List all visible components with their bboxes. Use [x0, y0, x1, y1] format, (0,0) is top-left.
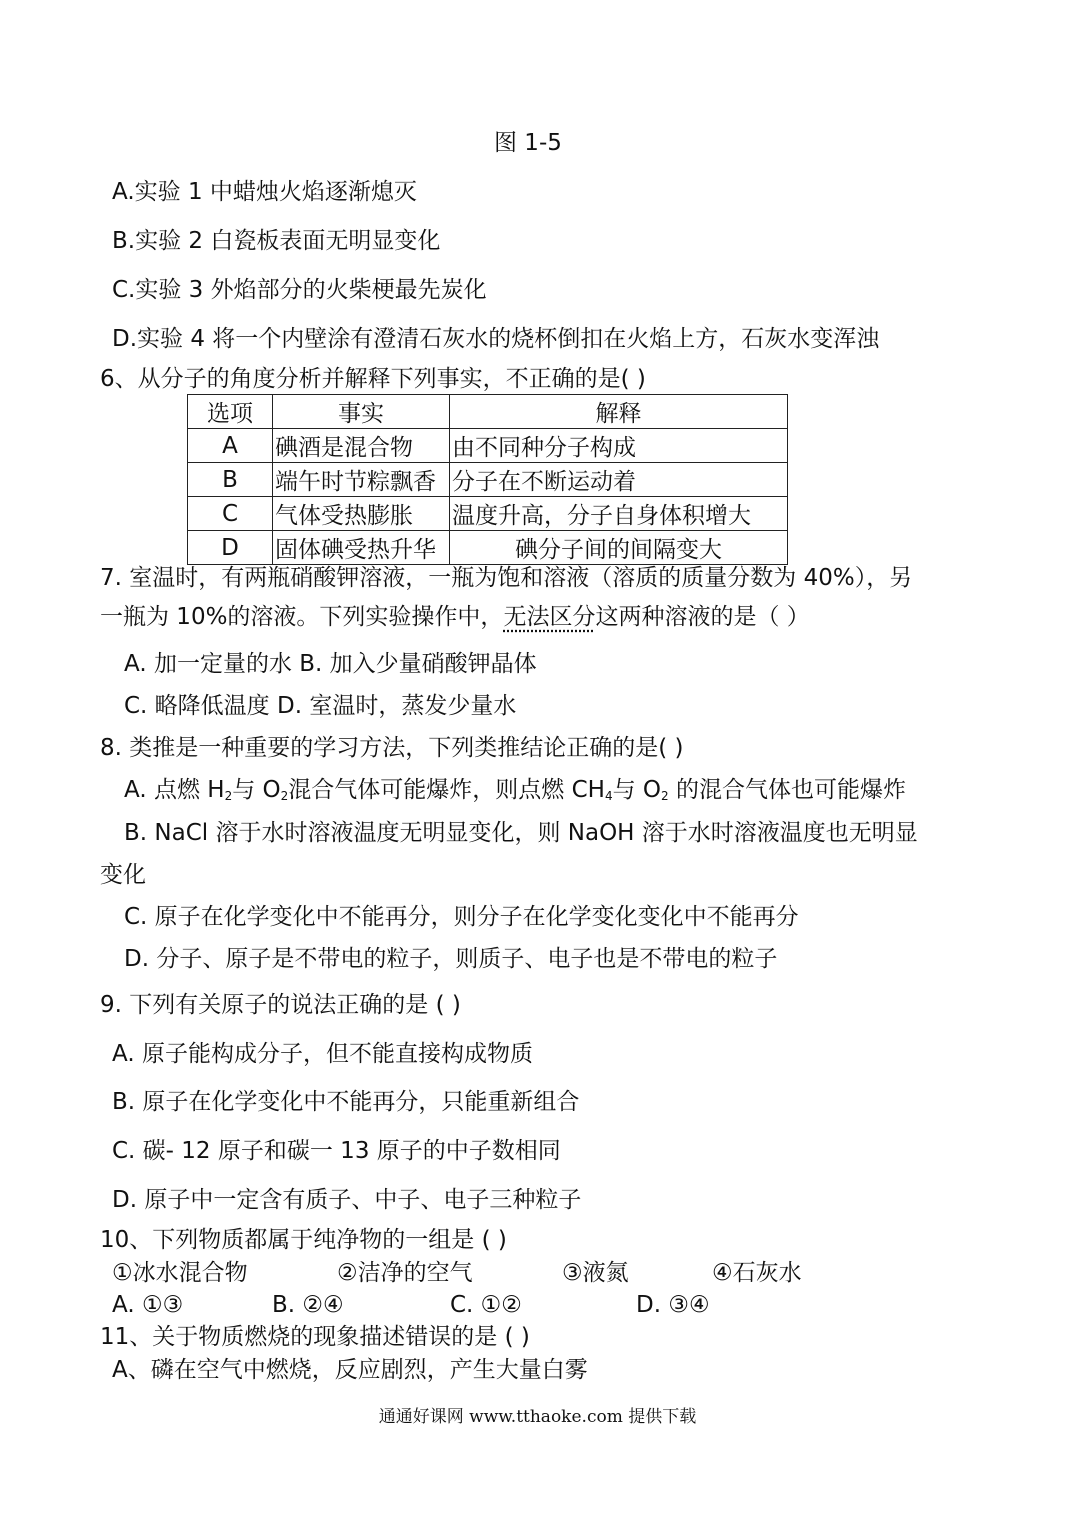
table-cell: D [188, 531, 273, 565]
q11-stem: 11、关于物质燃烧的现象描述错误的是 ( ) [100, 1324, 530, 1350]
table-header-row [188, 395, 788, 429]
table-row [188, 463, 788, 497]
q7-options-line2: C. 略降低温度 D. 室温时，蒸发少量水 [124, 693, 517, 719]
q8-a-text: 与 O [612, 777, 661, 803]
table-row [188, 531, 788, 565]
q7-stem-line2 [100, 602, 810, 632]
q7-stem-pre: 一瓶为 10%的溶液。下列实验操作中， [100, 604, 504, 630]
q10-choice-c: C. ①② [450, 1292, 522, 1318]
q10-choice-b: B. ②④ [272, 1292, 344, 1318]
subscript: 4 [604, 789, 613, 803]
q7-stem-line1: 7. 室温时，有两瓶硝酸钾溶液，一瓶为饱和溶液（溶质的质量分数为 40%），另 [100, 565, 913, 591]
table-cell: 由不同种分子构成 [450, 429, 788, 463]
q8-option-b-line2: 变化 [100, 862, 146, 888]
q8-stem: 8. 类推是一种重要的学习方法，下列类推结论正确的是( ) [100, 735, 684, 761]
table-cell: 碘分子间的间隔变大 [450, 531, 788, 565]
q10-item-4: ④石灰水 [712, 1260, 802, 1286]
table-cell: C [188, 497, 273, 531]
table-cell: 碘酒是混合物 [273, 429, 450, 463]
q10-item-2: ②洁净的空气 [337, 1260, 473, 1286]
table-row [188, 497, 788, 531]
table-header: 解释 [450, 395, 788, 429]
q9-option-b: B. 原子在化学变化中不能再分，只能重新组合 [112, 1089, 580, 1115]
table-cell: 温度升高，分子自身体积增大 [450, 497, 788, 531]
subscript: 2 [280, 789, 289, 803]
table-cell: B [188, 463, 273, 497]
q8-option-d: D. 分子、原子是不带电的粒子，则质子、电子也是不带电的粒子 [124, 946, 778, 972]
q5-option-d: D.实验 4 将一个内壁涂有澄清石灰水的烧杯倒扣在火焰上方，石灰水变浑浊 [112, 326, 880, 352]
subscript: 2 [661, 789, 669, 803]
q9-option-c: C. 碳- 12 原子和碳一 13 原子的中子数相同 [112, 1138, 561, 1164]
q10-item-3: ③液氮 [562, 1260, 629, 1286]
q6-stem: 6、从分子的角度分析并解释下列事实，不正确的是( ) [100, 366, 646, 392]
q8-a-text: 的混合气体也可能爆炸 [668, 777, 906, 803]
page-footer: 通通好课网 www.tthaoke.com 提供下载 [378, 1407, 697, 1427]
q5-option-c: C.实验 3 外焰部分的火柴梗最先炭化 [112, 277, 487, 303]
table-header: 选项 [188, 395, 273, 429]
q11-option-a: A、磷在空气中燃烧，反应剧烈，产生大量白雾 [112, 1357, 588, 1383]
q9-option-d: D. 原子中一定含有质子、中子、电子三种粒子 [112, 1187, 582, 1213]
table-cell: 固体碘受热升华 [273, 531, 450, 565]
figure-caption: 图 1-5 [494, 130, 562, 156]
q7-stem-emphasis: 无法区分 [503, 604, 596, 630]
q10-item-1: ①冰水混合物 [112, 1260, 248, 1286]
q9-stem: 9. 下列有关原子的说法正确的是 ( ) [100, 992, 461, 1018]
table-cell: 分子在不断运动着 [450, 463, 788, 497]
table-header: 事实 [273, 395, 450, 429]
q5-option-a: A.实验 1 中蜡烛火焰逐渐熄灭 [112, 179, 417, 205]
q7-options-line1: A. 加一定量的水 B. 加入少量硝酸钾晶体 [124, 651, 537, 677]
subscript: 2 [224, 789, 233, 803]
table-cell: 气体受热膨胀 [273, 497, 450, 531]
q10-choice-d: D. ③④ [636, 1292, 710, 1318]
q10-choice-a: A. ①③ [112, 1292, 184, 1318]
q5-option-b: B.实验 2 白瓷板表面无明显变化 [112, 228, 441, 254]
table-cell: 端午时节粽飘香 [273, 463, 450, 497]
table-row [188, 429, 788, 463]
q7-stem-post: 这两种溶液的是（ ） [595, 604, 810, 630]
q9-option-a: A. 原子能构成分子，但不能直接构成物质 [112, 1041, 533, 1067]
q8-option-c: C. 原子在化学变化中不能再分，则分子在化学变化变化中不能再分 [124, 904, 799, 930]
q6-table [187, 394, 788, 565]
q10-stem: 10、下列物质都属于纯净物的一组是 ( ) [100, 1227, 507, 1253]
q8-a-text: 与 O [232, 777, 281, 803]
q8-a-text: 混合气体可能爆炸，则点燃 CH [288, 777, 605, 803]
table-cell: A [188, 429, 273, 463]
q8-option-a [124, 775, 906, 811]
q8-option-b-line1: B. NaCl 溶于水时溶液温度无明显变化，则 NaOH 溶于水时溶液温度也无明显 [124, 820, 918, 846]
q8-a-text: A. 点燃 H [124, 777, 225, 803]
